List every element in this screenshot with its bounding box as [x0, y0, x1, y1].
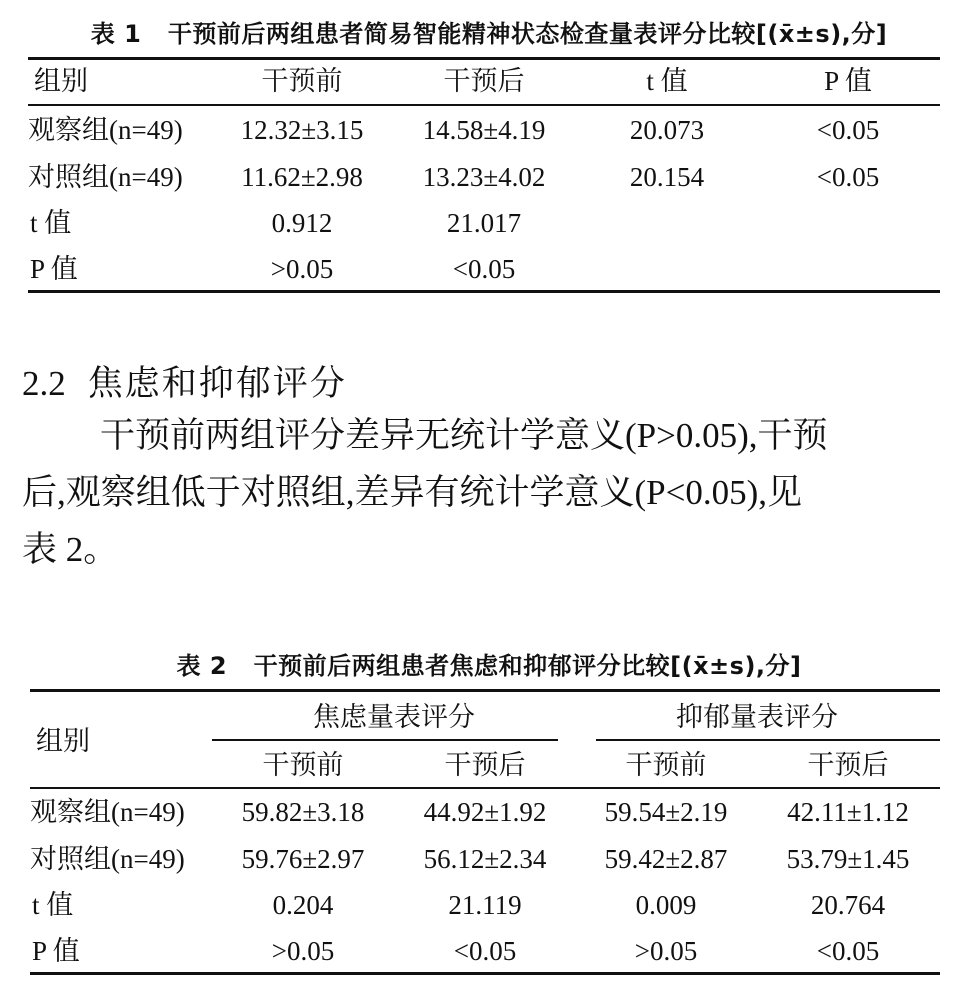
table2-bottom-rule [30, 972, 940, 975]
table2-row1-label: 观察组(n=49) [30, 797, 185, 827]
table2-caption-prefix: 表 2 [176, 652, 228, 680]
table1-bottom-rule [28, 290, 940, 293]
table2-depression-rule [596, 739, 940, 741]
table2-header-rule [30, 787, 940, 789]
table2-row4-c1: >0.05 [271, 936, 335, 966]
table2-row2-c3: 59.42±2.87 [604, 844, 728, 874]
table2-row4-label: P 值 [32, 936, 80, 966]
table2-row2-c4: 53.79±1.45 [786, 844, 910, 874]
table1-caption-text: 干预前后两组患者简易智能精神状态检查量表评分比较 [167, 20, 756, 48]
table1-header-t: t 值 [646, 66, 688, 96]
table1-header-rule [28, 104, 940, 106]
table2-row1-c3: 59.54±2.19 [604, 797, 728, 827]
table1-row2-label: 对照组(n=49) [28, 162, 183, 192]
table1-header-group: 组别 [34, 66, 88, 96]
table1-caption-stat: [(x̄±s),分] [755, 20, 888, 48]
table2-row3-c2: 21.119 [448, 890, 522, 920]
table2-row4-c4: <0.05 [816, 936, 880, 966]
table2-row3-c4: 20.764 [810, 890, 886, 920]
table1-header-p: P 值 [824, 66, 872, 96]
table1-row3-before: 0.912 [271, 208, 333, 238]
paragraph-line-2: 后,观察组低于对照组,差异有统计学意义(P<0.05),见 [22, 473, 803, 512]
table2-sub-anxiety-before: 干预前 [262, 750, 344, 780]
table2-row3-c3: 0.009 [635, 890, 697, 920]
table1-row1-before: 12.32±3.15 [240, 115, 364, 145]
table2-caption-text: 干预前后两组患者焦虑和抑郁评分比较 [253, 652, 671, 680]
table2-caption [0, 646, 978, 681]
table2-row1-c1: 59.82±3.18 [241, 797, 365, 827]
table1-row1-p: <0.05 [816, 115, 880, 145]
table2-header-group: 组别 [36, 726, 90, 756]
table1-row2-t: 20.154 [629, 162, 705, 192]
table1-row2-p: <0.05 [816, 162, 880, 192]
table2-row4-c3: >0.05 [634, 936, 698, 966]
section-number: 2.2 [22, 364, 66, 403]
table1-row4-after: <0.05 [452, 254, 516, 284]
paragraph-line-3: 表 2。 [22, 530, 119, 569]
table1-row2-after: 13.23±4.02 [422, 162, 546, 192]
table2-caption-stat: [(x̄±s),分] [670, 652, 802, 680]
table1-row1-after: 14.58±4.19 [422, 115, 546, 145]
table2-row2-c2: 56.12±2.34 [423, 844, 547, 874]
table2-header-depression: 抑郁量表评分 [676, 702, 838, 732]
table2-row4-c2: <0.05 [453, 936, 517, 966]
table1-row3-after: 21.017 [446, 208, 522, 238]
table1-caption [0, 14, 978, 49]
table2-row1-c2: 44.92±1.92 [423, 797, 547, 827]
table2-top-rule [30, 689, 940, 692]
table1-row3-label: t 值 [30, 208, 72, 238]
table2-anxiety-rule [212, 739, 558, 741]
table2-row3-label: t 值 [32, 890, 74, 920]
table1-header-after: 干预后 [443, 66, 525, 96]
table1-top-rule [28, 57, 940, 60]
table2-row2-label: 对照组(n=49) [30, 844, 185, 874]
table2-header-anxiety: 焦虑量表评分 [313, 702, 475, 732]
table1-header-before: 干预前 [261, 66, 343, 96]
table1-row1-label: 观察组(n=49) [28, 115, 183, 145]
table2-row2-c1: 59.76±2.97 [241, 844, 365, 874]
table2-sub-depression-after: 干预后 [807, 750, 889, 780]
section-title: 焦虑和抑郁评分 [87, 364, 347, 403]
table1-row4-before: >0.05 [270, 254, 334, 284]
table1-row4-label: P 值 [30, 254, 78, 284]
table2-sub-depression-before: 干预前 [625, 750, 707, 780]
table1-row1-t: 20.073 [629, 115, 705, 145]
paragraph-line-1: 干预前两组评分差异无统计学意义(P>0.05),干预 [100, 416, 828, 455]
section-heading [22, 356, 347, 406]
table2-row1-c4: 42.11±1.12 [787, 797, 909, 827]
table2-row3-c1: 0.204 [272, 890, 334, 920]
table1-caption-prefix: 表 1 [90, 20, 142, 48]
table2-sub-anxiety-after: 干预后 [444, 750, 526, 780]
table1-row2-before: 11.62±2.98 [241, 162, 363, 192]
